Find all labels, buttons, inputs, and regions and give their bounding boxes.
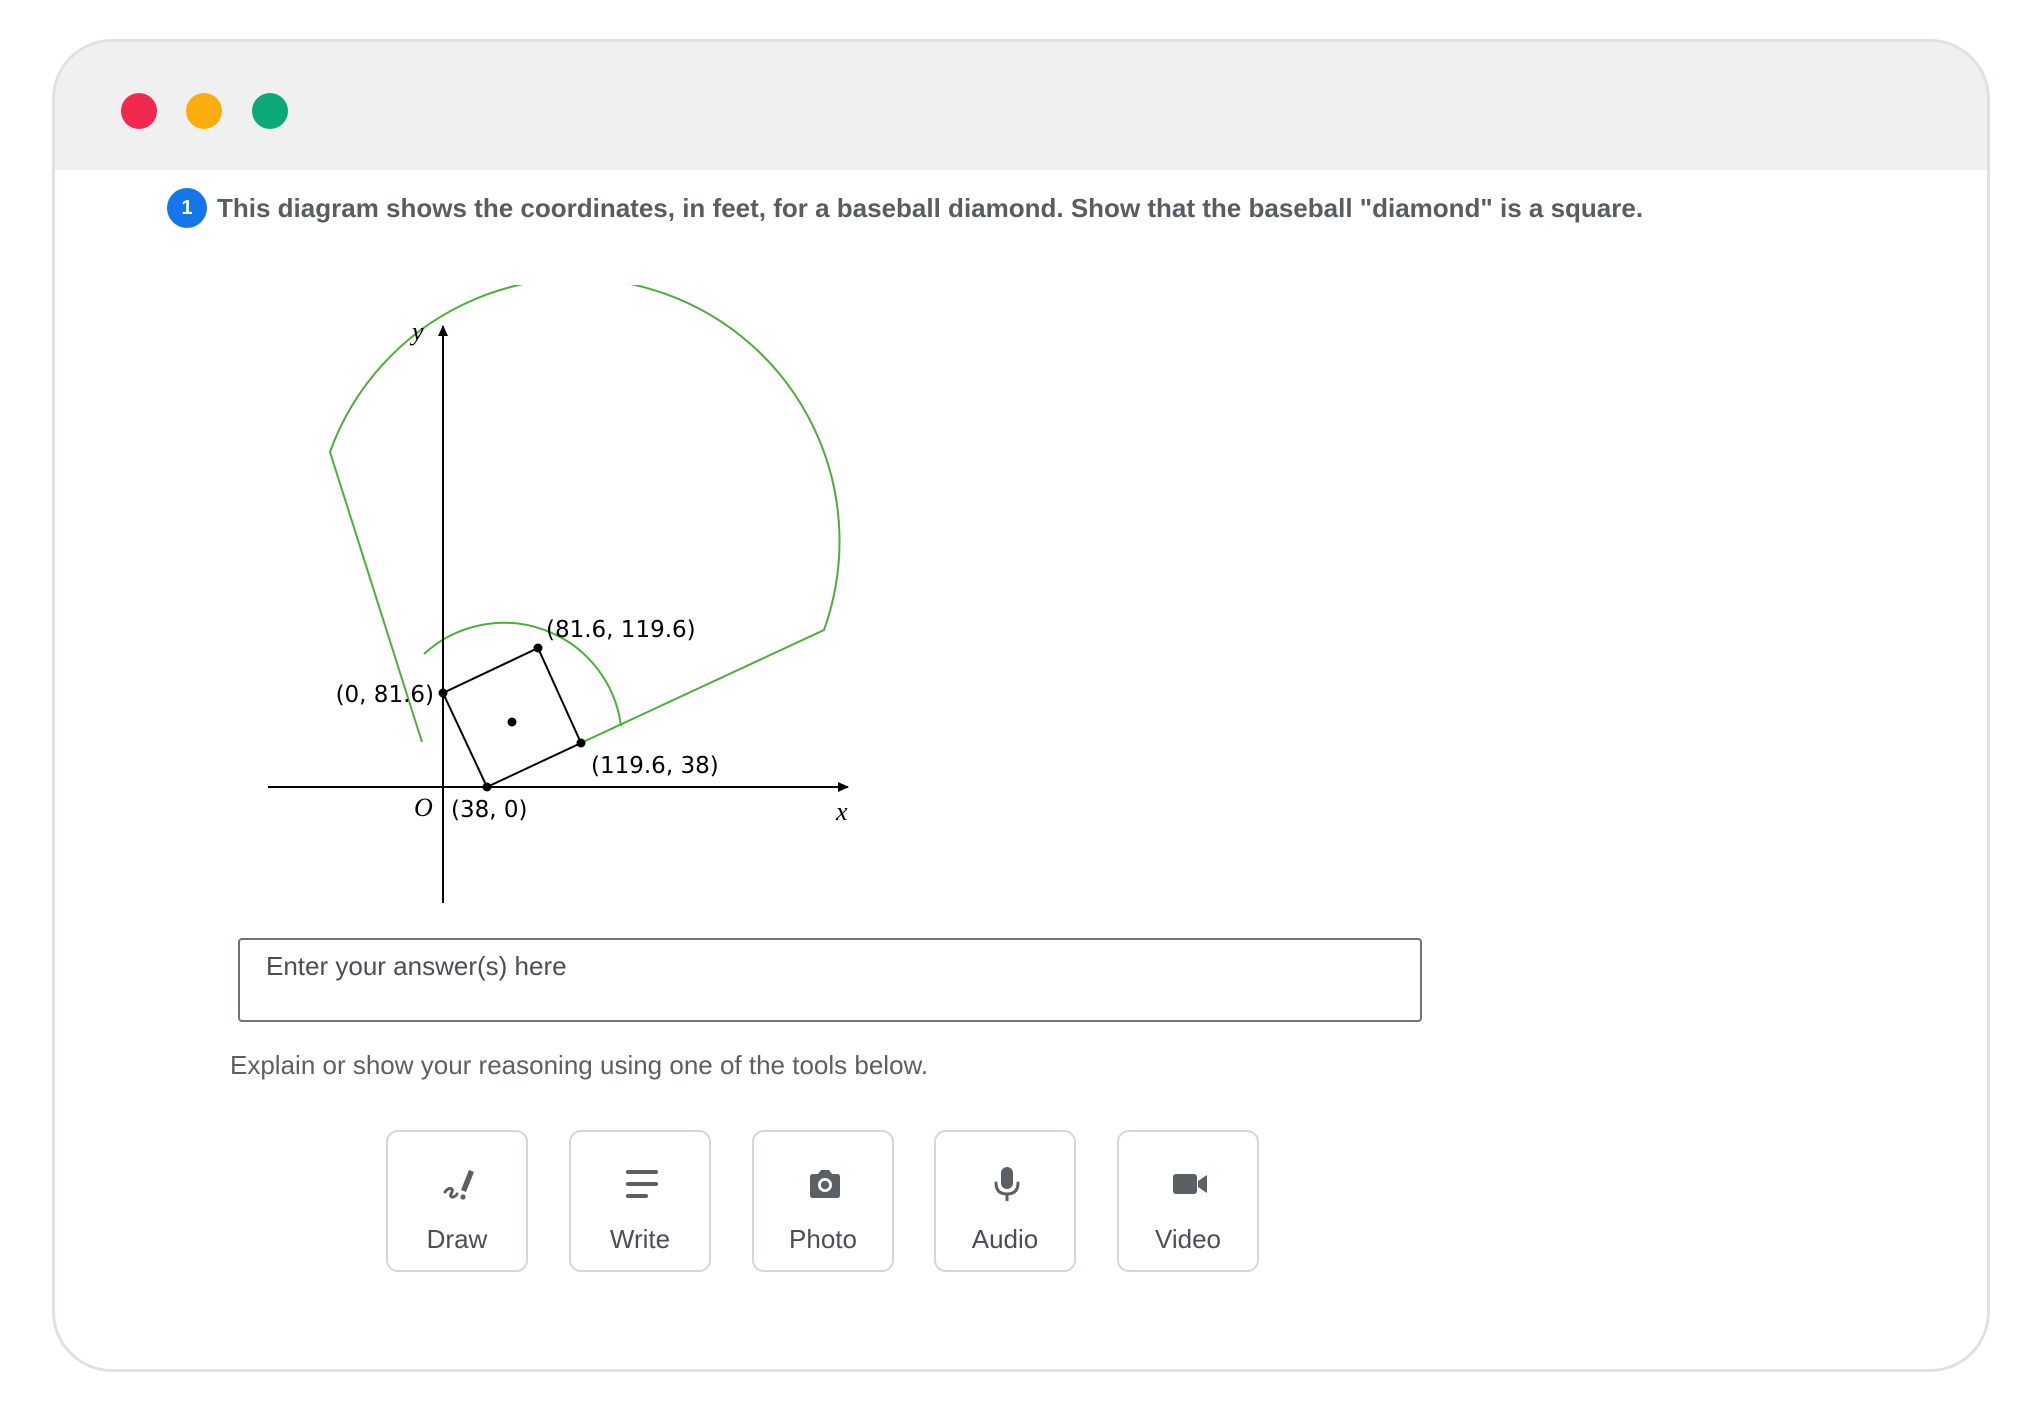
point-label-home: (38, 0) [451, 797, 528, 823]
microphone-icon [987, 1164, 1027, 1204]
vertex-first [577, 739, 586, 748]
outfield-outline [330, 285, 840, 742]
minimize-window-button[interactable] [186, 93, 222, 129]
baseball-diamond-diagram [200, 285, 900, 925]
vertex-home [483, 783, 492, 792]
pencil-scribble-icon [439, 1164, 479, 1204]
point-label-third: (0, 81.6) [335, 682, 434, 708]
write-label: Write [609, 1224, 671, 1254]
point-label-second: (81.6, 119.6) [546, 617, 696, 643]
answer-input[interactable] [238, 938, 1422, 1022]
text-lines-icon [622, 1164, 662, 1204]
draw-button[interactable] [386, 1130, 528, 1272]
question-number-badge: 1 [167, 188, 207, 228]
audio-button[interactable] [934, 1130, 1076, 1272]
question-text: This diagram shows the coordinates, in feet, for a baseball diamond. Show that the baseball "diamond" is a square. [217, 192, 1644, 223]
camera-icon [805, 1164, 845, 1204]
vertex-third [439, 689, 448, 698]
photo-label: Photo [789, 1224, 857, 1254]
x-axis-label: x [836, 797, 848, 826]
pitchers-mound [508, 718, 517, 727]
video-button[interactable] [1117, 1130, 1259, 1272]
video-camera-icon [1170, 1164, 1210, 1204]
video-label: Video [1154, 1224, 1222, 1254]
title-bar [55, 42, 1987, 170]
photo-button[interactable] [752, 1130, 894, 1272]
draw-label: Draw [426, 1224, 488, 1254]
reasoning-hint: Explain or show your reasoning using one of the tools below. [230, 1050, 929, 1080]
origin-label: O [414, 793, 433, 822]
maximize-window-button[interactable] [252, 93, 288, 129]
y-axis-label: y [412, 317, 424, 346]
question-header [167, 188, 1643, 228]
point-label-first: (119.6, 38) [591, 753, 719, 779]
audio-label: Audio [971, 1224, 1039, 1254]
vertex-second [534, 644, 543, 653]
close-window-button[interactable] [121, 93, 157, 129]
write-button[interactable] [569, 1130, 711, 1272]
